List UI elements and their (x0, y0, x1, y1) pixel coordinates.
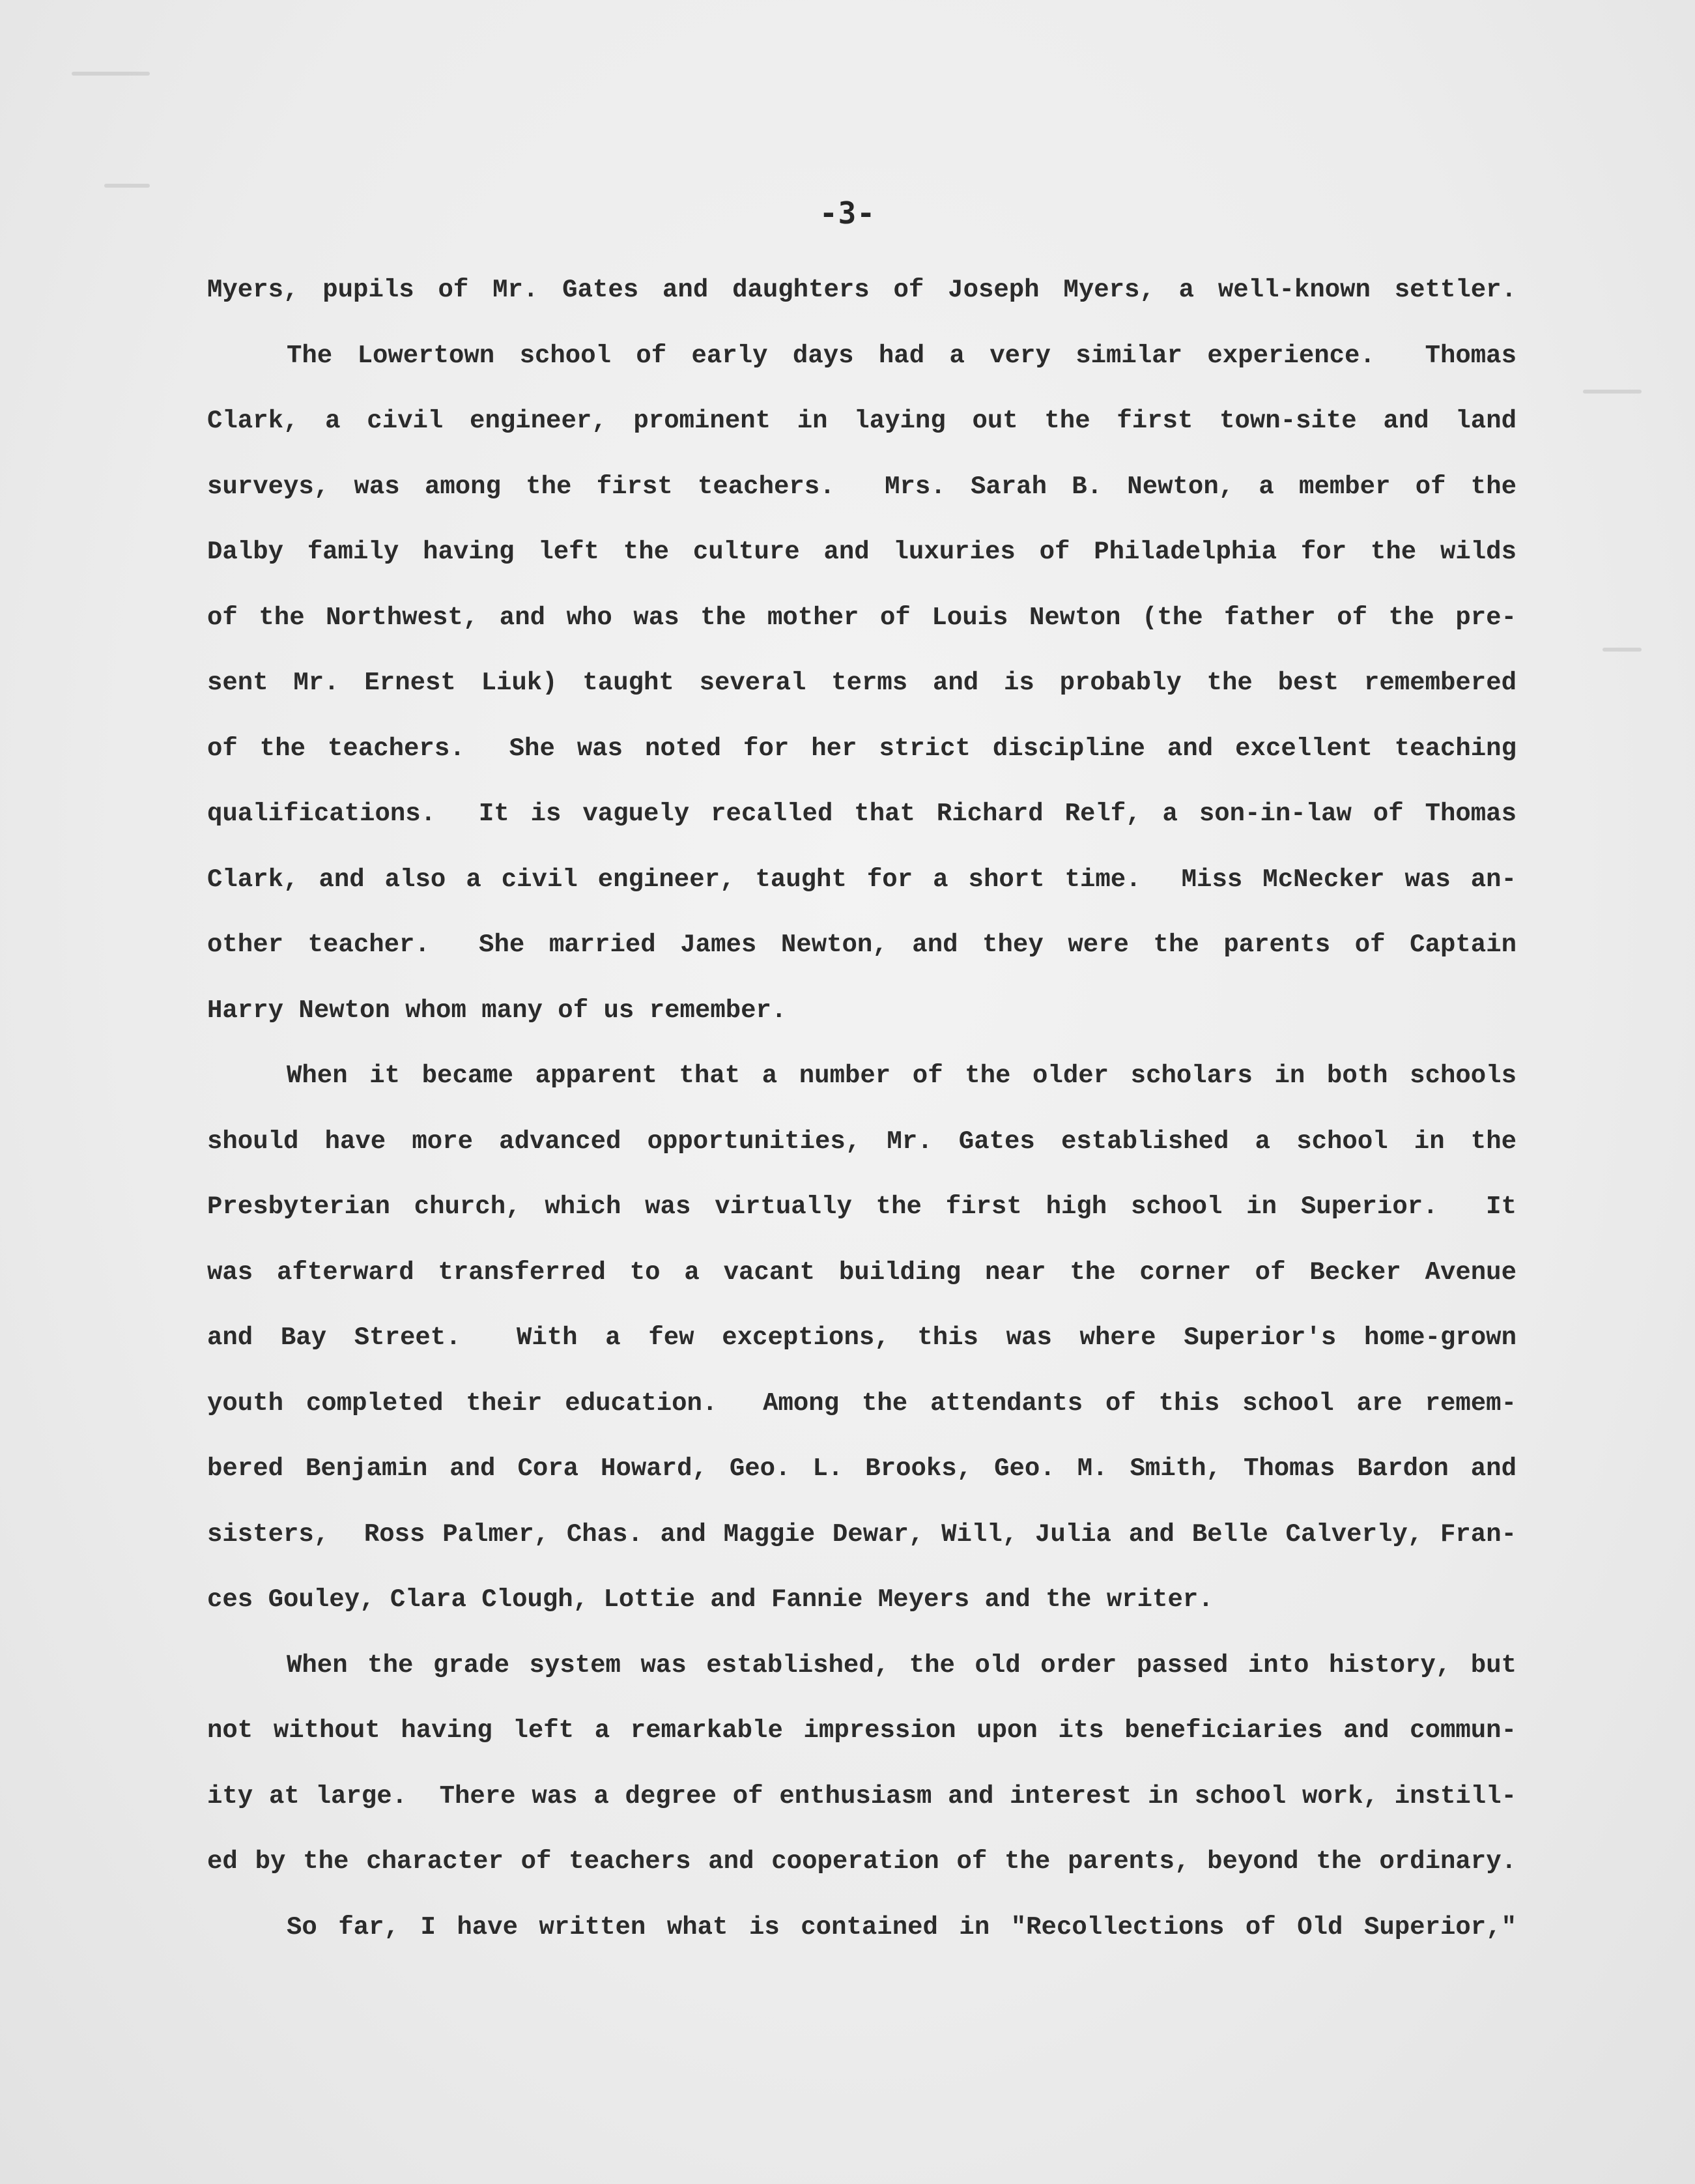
page-number: -3- (819, 195, 876, 231)
text-line: Presbyterian church, which was virtually the first high school in Superior. It (207, 1192, 1517, 1221)
text-line: bered Benjamin and Cora Howard, Geo. L. Brooks, Geo. M. Smith, Thomas Bardon and (207, 1454, 1517, 1483)
text-line: of the teachers. She was noted for her strict discipline and excellent teaching (207, 734, 1517, 763)
text-line: not without having left a remarkable impression upon its beneficiaries and commun- (207, 1716, 1517, 1745)
text-line: Clark, a civil engineer, prominent in laying out the first town-site and land (207, 407, 1517, 435)
text-line: qualifications. It is vaguely recalled that Richard Relf, a son-in-law of Thomas (207, 799, 1517, 828)
text-line: Clark, and also a civil engineer, taught for a short time. Miss McNecker was an- (207, 865, 1517, 894)
body-text (207, 257, 1517, 1960)
text-line: When the grade system was established, the old order passed into history, but (287, 1650, 1517, 1680)
text-line: When it became apparent that a number of the older scholars in both schools (287, 1061, 1517, 1090)
text-line: should have more advanced opportunities, Mr. Gates established a school in the (207, 1127, 1517, 1156)
text-line: of the Northwest, and who was the mother of Louis Newton (the father of the pre- (207, 603, 1517, 632)
margin-smudge (1602, 648, 1642, 652)
text-line: The Lowertown school of early days had a very similar experience. Thomas (287, 341, 1517, 370)
text-line: other teacher. She married James Newton, and they were the parents of Captain (207, 930, 1517, 959)
text-line: ity at large. There was a degree of enthusiasm and interest in school work, instill- (207, 1781, 1517, 1811)
text-line: sisters, Ross Palmer, Chas. and Maggie Dewar, Will, Julia and Belle Calverly, Fran- (207, 1519, 1517, 1549)
text-line: surveys, was among the first teachers. Mrs. Sarah B. Newton, a member of the (207, 472, 1517, 501)
text-line: So far, I have written what is contained in "Recollections of Old Superior," (287, 1912, 1517, 1942)
text-line: youth completed their education. Among the attendants of this school are remem- (207, 1388, 1517, 1418)
text-line: Harry Newton whom many of us remember. (207, 996, 787, 1025)
text-line: sent Mr. Ernest Liuk) taught several terms and is probably the best remembered (207, 668, 1517, 697)
margin-smudge (104, 184, 150, 188)
text-line: and Bay Street. With a few exceptions, this was where Superior's home-grown (207, 1323, 1517, 1352)
text-line: ed by the character of teachers and cooperation of the parents, beyond the ordinary. (207, 1847, 1517, 1876)
text-line: ces Gouley, Clara Clough, Lottie and Fannie Meyers and the writer. (207, 1585, 1214, 1614)
margin-smudge (1583, 390, 1642, 394)
margin-smudge (72, 72, 150, 76)
text-line: was afterward transferred to a vacant building near the corner of Becker Avenue (207, 1257, 1517, 1287)
text-line: Myers, pupils of Mr. Gates and daughters of Joseph Myers, a well-known settler. (207, 276, 1517, 304)
text-line: Dalby family having left the culture and luxuries of Philadelphia for the wilds (207, 538, 1517, 566)
